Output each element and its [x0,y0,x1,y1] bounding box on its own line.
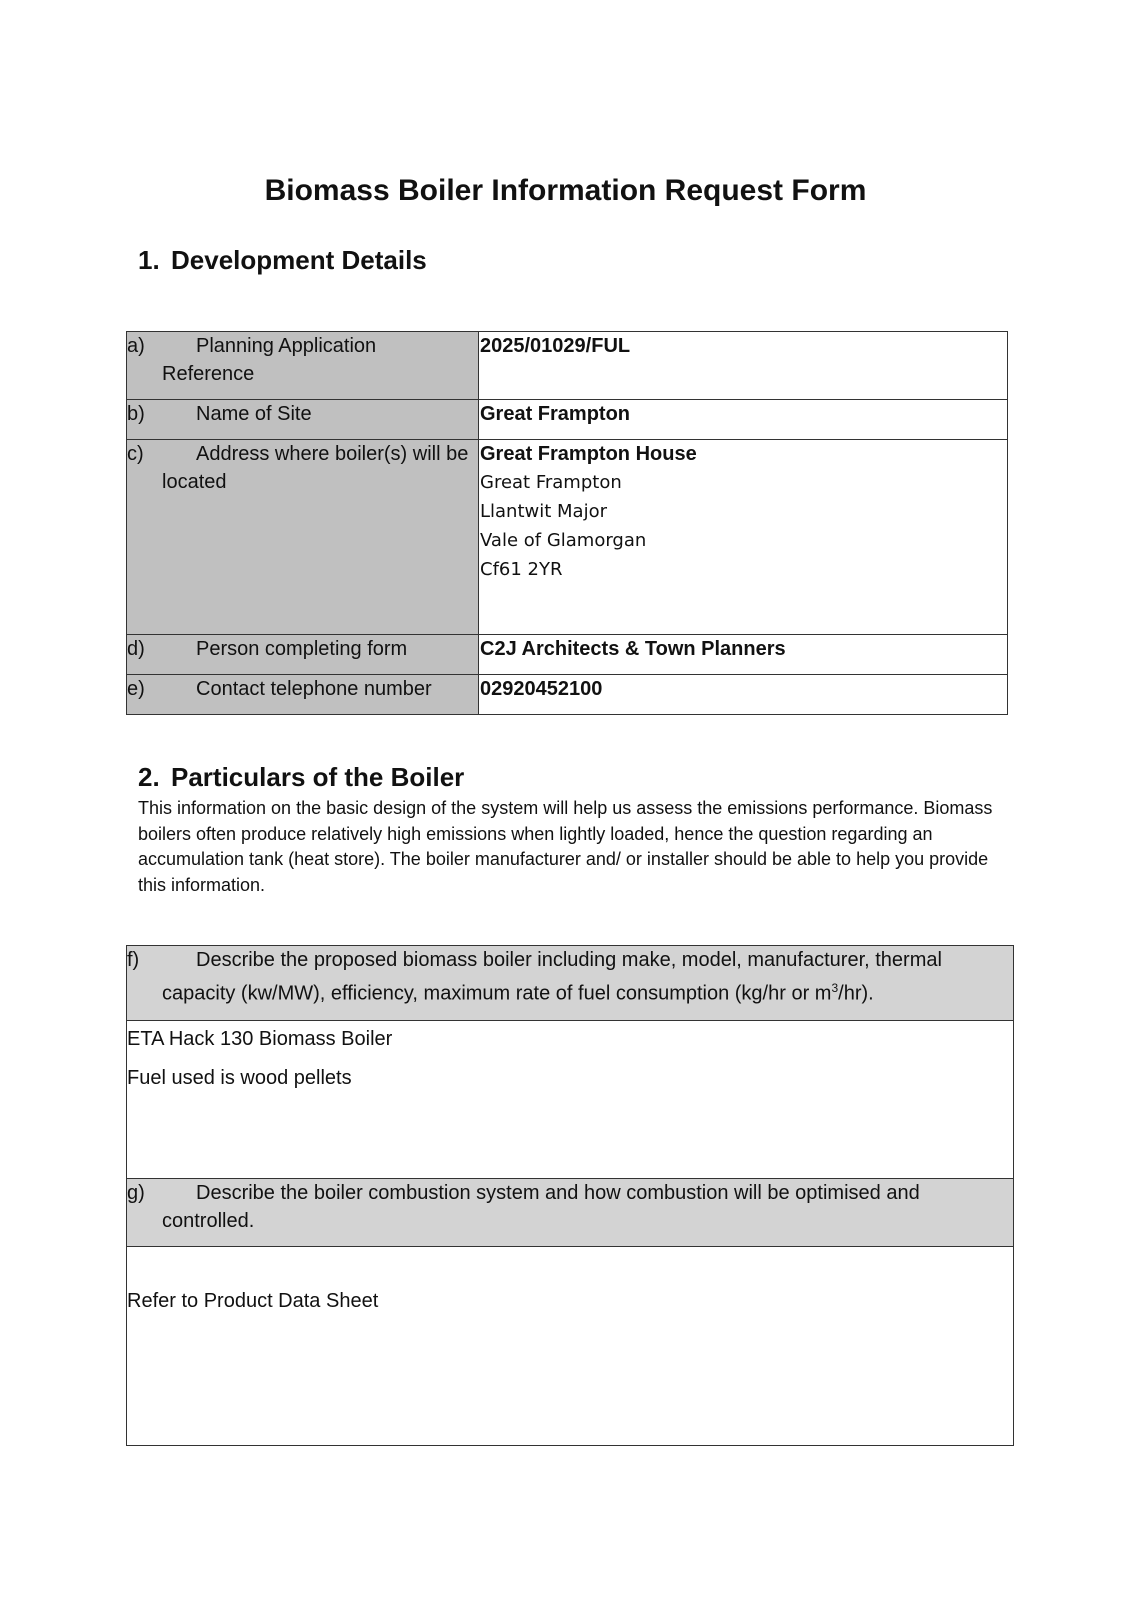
table-row [127,1179,1014,1247]
question-text-end: /hr). [838,982,874,1005]
row-letter: e) [127,678,145,700]
section-2-title: Particulars of the Boiler [171,762,465,792]
site-name-value: Great Frampton [479,400,1008,440]
address-line: Llantwit Major [480,501,608,522]
table-row [127,440,1008,635]
table-row [127,400,1008,440]
label-cell [127,635,479,675]
planning-reference-value: 2025/01029/FUL [479,332,1008,400]
answer-line: ETA Hack 130 Biomass Boiler [127,1028,393,1050]
answer-cell [127,1021,1014,1179]
row-letter: d) [127,638,145,660]
label-cell [127,440,479,635]
table-row [127,675,1008,715]
table-row [127,332,1008,400]
label-cell [127,332,479,400]
row-letter: c) [127,443,144,465]
section-2-intro: This information on the basic design of the system will help us assess the emissions performance. Biomass boilers often produce relatively high emissions when lightly loaded, hence the question regarding an accumulation tank (heat store). The boiler manufacturer and/ or installer should be able to help you provide this information. [138,798,993,895]
address-name: Great Frampton House [480,443,697,465]
section-2-heading [138,762,464,793]
question-cell [127,1179,1014,1247]
label-cell [127,400,479,440]
row-label: Contact telephone number [196,678,432,700]
question-letter: f) [127,949,140,971]
label-cell [127,675,479,715]
row-label: Person completing form [196,638,408,660]
superscript: 3 [831,981,839,995]
question-text: Describe the boiler combustion system and how combustion will be optimised and controlled. [162,1182,920,1232]
address-line: Great Frampton [480,472,622,493]
section-1-title: Development Details [171,245,427,275]
table-row [127,1021,1014,1179]
row-label: Planning Application Reference [162,335,377,385]
answer-line: Refer to Product Data Sheet [127,1290,379,1312]
address-cell [479,440,1008,635]
question-cell [127,946,1014,1021]
row-label: Name of Site [196,403,312,425]
question-text-main: Describe the proposed biomass boiler including make, model, manufacturer, thermal capacity (kw/MW), efficiency, maximum rate of fuel consumption (kg/hr or m [162,949,942,1005]
answer-line: Fuel used is wood pellets [127,1067,352,1089]
table-row [127,635,1008,675]
telephone-value: 02920452100 [479,675,1008,715]
address-line: Vale of Glamorgan [480,530,647,551]
question-text [162,946,989,1008]
question-letter: g) [127,1182,145,1204]
section-1-number: 1. [138,245,160,275]
address-line: Cf61 2YR [480,559,563,580]
table-row [127,946,1014,1021]
development-details-table [126,331,1008,715]
row-label: Address where boiler(s) will be located [162,443,469,493]
boiler-particulars-table [126,945,1014,1446]
answer-cell [127,1247,1014,1446]
table-row [127,1247,1014,1446]
form-title: Biomass Boiler Information Request Form [264,174,867,207]
row-letter: b) [127,403,145,425]
person-completing-value: C2J Architects & Town Planners [479,635,1008,675]
section-2-number: 2. [138,762,160,792]
row-letter: a) [127,335,145,357]
section-1-heading [138,245,427,276]
